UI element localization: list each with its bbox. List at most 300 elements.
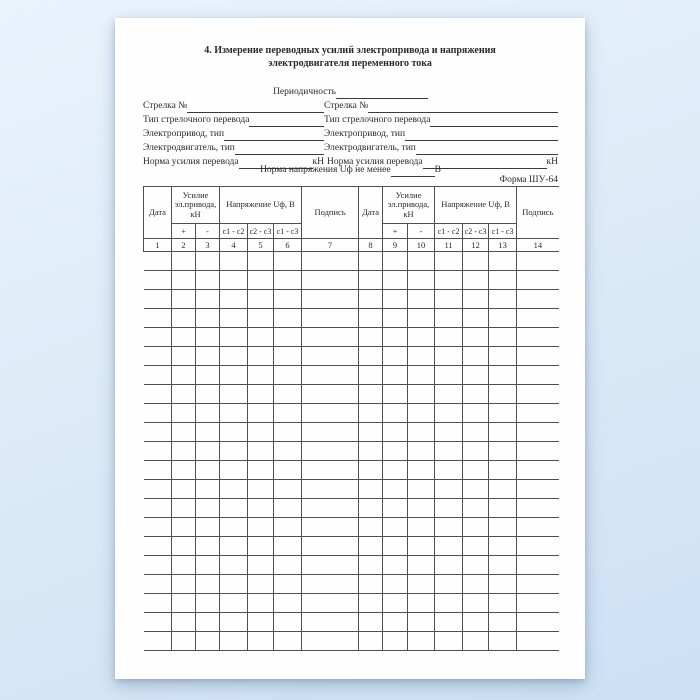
table-row	[144, 328, 559, 347]
page-title	[115, 44, 585, 70]
empty-cell	[144, 328, 172, 347]
empty-cell	[463, 423, 489, 442]
empty-cell	[220, 385, 248, 404]
empty-cell	[463, 537, 489, 556]
empty-cell	[517, 252, 559, 271]
field-label: Тип стрелочного перевода	[143, 115, 250, 125]
empty-cell	[274, 366, 302, 385]
table-row	[144, 404, 559, 423]
empty-cell	[302, 556, 359, 575]
empty-cell	[359, 461, 383, 480]
empty-cell	[172, 271, 196, 290]
table-row	[144, 252, 559, 271]
empty-cell	[517, 366, 559, 385]
column-number: 3	[196, 239, 220, 252]
empty-cell	[489, 404, 517, 423]
empty-cell	[274, 575, 302, 594]
empty-cell	[408, 404, 435, 423]
table-row	[144, 556, 559, 575]
empty-cell	[489, 271, 517, 290]
empty-cell	[220, 632, 248, 651]
empty-cell	[302, 404, 359, 423]
subcol-c1-c3: с1 - с3	[489, 224, 517, 239]
empty-cell	[274, 423, 302, 442]
empty-cell	[220, 347, 248, 366]
field-label: Электропривод, тип	[324, 129, 406, 139]
empty-cell	[359, 366, 383, 385]
field-row-turnout-type	[143, 113, 558, 127]
empty-cell	[274, 442, 302, 461]
empty-cell	[302, 594, 359, 613]
empty-cell	[248, 385, 274, 404]
empty-cell	[463, 442, 489, 461]
empty-cell	[463, 613, 489, 632]
empty-cell	[220, 366, 248, 385]
empty-cell	[517, 423, 559, 442]
empty-cell	[463, 309, 489, 328]
empty-cell	[302, 518, 359, 537]
table-row	[144, 290, 559, 309]
empty-cell	[248, 442, 274, 461]
empty-cell	[408, 594, 435, 613]
empty-cell	[463, 632, 489, 651]
empty-cell	[435, 556, 463, 575]
empty-cell	[248, 461, 274, 480]
empty-cell	[383, 480, 408, 499]
empty-cell	[489, 499, 517, 518]
empty-cell	[144, 556, 172, 575]
empty-cell	[144, 347, 172, 366]
column-number: 1	[144, 239, 172, 252]
table-row	[144, 347, 559, 366]
column-number: 14	[517, 239, 559, 252]
empty-cell	[489, 613, 517, 632]
empty-cell	[302, 613, 359, 632]
table-row	[144, 385, 559, 404]
field-label: Норма усилия перевода	[143, 157, 239, 167]
empty-cell	[359, 518, 383, 537]
empty-cell	[517, 575, 559, 594]
empty-cell	[359, 632, 383, 651]
empty-cell	[248, 423, 274, 442]
field-row-motor-type	[143, 141, 558, 155]
empty-cell	[408, 366, 435, 385]
empty-cell	[463, 366, 489, 385]
empty-cell	[196, 385, 220, 404]
col-header-signature: Подпись	[302, 187, 359, 239]
empty-cell	[408, 328, 435, 347]
empty-cell	[144, 613, 172, 632]
empty-cell	[383, 442, 408, 461]
table-row	[144, 480, 559, 499]
empty-cell	[489, 290, 517, 309]
empty-cell	[435, 632, 463, 651]
field-label: Стрелка №	[143, 101, 188, 111]
empty-cell	[248, 366, 274, 385]
empty-cell	[220, 404, 248, 423]
empty-cell	[463, 499, 489, 518]
empty-cell	[248, 499, 274, 518]
empty-cell	[196, 613, 220, 632]
empty-cell	[248, 404, 274, 423]
empty-cell	[172, 537, 196, 556]
column-number: 13	[489, 239, 517, 252]
empty-cell	[196, 594, 220, 613]
empty-cell	[435, 290, 463, 309]
table-row	[144, 613, 559, 632]
empty-cell	[463, 461, 489, 480]
empty-cell	[435, 347, 463, 366]
empty-cell	[435, 461, 463, 480]
empty-cell	[302, 309, 359, 328]
empty-cell	[144, 404, 172, 423]
table-row	[144, 461, 559, 480]
empty-cell	[435, 385, 463, 404]
empty-cell	[196, 366, 220, 385]
empty-cell	[408, 537, 435, 556]
empty-cell	[196, 442, 220, 461]
empty-cell	[172, 480, 196, 499]
empty-cell	[463, 271, 489, 290]
empty-cell	[274, 404, 302, 423]
table-row	[144, 442, 559, 461]
empty-cell	[489, 575, 517, 594]
empty-cell	[172, 461, 196, 480]
field-unit: В	[434, 165, 441, 175]
empty-cell	[435, 480, 463, 499]
empty-cell	[144, 518, 172, 537]
empty-cell	[463, 385, 489, 404]
col-header-force: Усилие эл.привода, кН	[383, 187, 435, 224]
empty-cell	[435, 328, 463, 347]
empty-cell	[435, 442, 463, 461]
empty-cell	[144, 385, 172, 404]
empty-cell	[248, 575, 274, 594]
empty-cell	[383, 613, 408, 632]
empty-cell	[489, 442, 517, 461]
empty-cell	[274, 309, 302, 328]
empty-cell	[172, 594, 196, 613]
empty-cell	[274, 613, 302, 632]
empty-cell	[463, 252, 489, 271]
field-unit: кН	[546, 157, 558, 167]
subcol-plus: +	[383, 224, 408, 239]
empty-cell	[435, 309, 463, 328]
empty-cell	[172, 252, 196, 271]
empty-cell	[248, 328, 274, 347]
empty-cell	[172, 423, 196, 442]
subcol-c1-c2: с1 - с2	[220, 224, 248, 239]
empty-cell	[274, 594, 302, 613]
field-label: Норма усилия перевода	[327, 157, 423, 167]
empty-cell	[220, 537, 248, 556]
empty-cell	[435, 499, 463, 518]
empty-cell	[435, 271, 463, 290]
form-fields	[143, 99, 558, 169]
blank-line	[235, 143, 324, 155]
empty-cell	[144, 442, 172, 461]
empty-cell	[248, 252, 274, 271]
form-code: Форма ШУ-64	[499, 175, 558, 185]
empty-cell	[408, 518, 435, 537]
empty-cell	[144, 499, 172, 518]
field-label: Стрелка №	[324, 101, 369, 111]
subcol-plus: +	[172, 224, 196, 239]
table-row	[144, 632, 559, 651]
empty-cell	[463, 575, 489, 594]
empty-cell	[172, 366, 196, 385]
empty-cell	[435, 575, 463, 594]
empty-cell	[302, 575, 359, 594]
empty-cell	[383, 328, 408, 347]
empty-cell	[302, 290, 359, 309]
empty-cell	[517, 613, 559, 632]
blank-line	[430, 115, 558, 127]
empty-cell	[383, 252, 408, 271]
empty-cell	[220, 252, 248, 271]
empty-cell	[463, 556, 489, 575]
empty-cell	[359, 613, 383, 632]
empty-cell	[172, 613, 196, 632]
empty-cell	[144, 575, 172, 594]
empty-cell	[274, 518, 302, 537]
empty-cell	[489, 252, 517, 271]
empty-cell	[248, 537, 274, 556]
empty-cell	[517, 290, 559, 309]
empty-cell	[435, 613, 463, 632]
col-header-date: Дата	[144, 187, 172, 239]
empty-cell	[408, 499, 435, 518]
empty-cell	[383, 366, 408, 385]
empty-cell	[408, 575, 435, 594]
column-number: 8	[359, 239, 383, 252]
column-number: 10	[408, 239, 435, 252]
empty-cell	[359, 328, 383, 347]
empty-cell	[220, 480, 248, 499]
empty-cell	[435, 423, 463, 442]
empty-cell	[408, 423, 435, 442]
empty-cell	[359, 385, 383, 404]
empty-cell	[408, 309, 435, 328]
empty-cell	[383, 518, 408, 537]
empty-cell	[435, 537, 463, 556]
empty-cell	[359, 594, 383, 613]
empty-cell	[274, 290, 302, 309]
table-row	[144, 594, 559, 613]
empty-cell	[463, 404, 489, 423]
empty-cell	[463, 347, 489, 366]
empty-cell	[274, 252, 302, 271]
field-label: Электродвигатель, тип	[324, 143, 416, 153]
subcol-c2-c3: с2 - с3	[463, 224, 489, 239]
empty-cell	[435, 518, 463, 537]
empty-cell	[517, 442, 559, 461]
empty-cell	[196, 461, 220, 480]
title-line-2: электродвигателя переменного тока	[268, 58, 432, 69]
empty-cell	[359, 252, 383, 271]
empty-cell	[302, 480, 359, 499]
empty-cell	[172, 442, 196, 461]
empty-cell	[383, 556, 408, 575]
empty-cell	[517, 632, 559, 651]
empty-cell	[196, 499, 220, 518]
periodicity-row	[143, 85, 558, 99]
empty-cell	[489, 480, 517, 499]
empty-cell	[489, 632, 517, 651]
empty-cell	[517, 594, 559, 613]
empty-cell	[248, 271, 274, 290]
empty-cell	[383, 575, 408, 594]
empty-cell	[248, 613, 274, 632]
empty-cell	[489, 366, 517, 385]
empty-cell	[408, 632, 435, 651]
empty-rows	[144, 252, 559, 651]
periodicity-blank-line	[336, 87, 428, 99]
empty-cell	[359, 423, 383, 442]
empty-cell	[172, 518, 196, 537]
document-page	[115, 18, 585, 679]
empty-cell	[220, 461, 248, 480]
empty-cell	[196, 480, 220, 499]
empty-cell	[144, 290, 172, 309]
empty-cell	[302, 461, 359, 480]
empty-cell	[220, 613, 248, 632]
empty-cell	[302, 347, 359, 366]
empty-cell	[359, 347, 383, 366]
empty-cell	[274, 632, 302, 651]
empty-cell	[196, 556, 220, 575]
empty-cell	[172, 309, 196, 328]
table-row	[144, 423, 559, 442]
empty-cell	[517, 271, 559, 290]
empty-cell	[196, 518, 220, 537]
field-label: Тип стрелочного перевода	[324, 115, 431, 125]
empty-cell	[274, 537, 302, 556]
empty-cell	[196, 632, 220, 651]
col-header-date: Дата	[359, 187, 383, 239]
empty-cell	[302, 632, 359, 651]
column-number: 5	[248, 239, 274, 252]
empty-cell	[220, 290, 248, 309]
column-number: 2	[172, 239, 196, 252]
empty-cell	[302, 328, 359, 347]
empty-cell	[517, 556, 559, 575]
empty-cell	[302, 442, 359, 461]
empty-cell	[517, 537, 559, 556]
empty-cell	[274, 385, 302, 404]
empty-cell	[359, 271, 383, 290]
column-number: 4	[220, 239, 248, 252]
empty-cell	[220, 499, 248, 518]
empty-cell	[220, 575, 248, 594]
empty-cell	[408, 556, 435, 575]
empty-cell	[144, 480, 172, 499]
blank-line	[416, 143, 558, 155]
empty-cell	[302, 385, 359, 404]
empty-cell	[196, 252, 220, 271]
empty-cell	[517, 309, 559, 328]
empty-cell	[383, 461, 408, 480]
empty-cell	[144, 423, 172, 442]
empty-cell	[220, 594, 248, 613]
blank-line	[368, 101, 558, 113]
subcol-minus: -	[408, 224, 435, 239]
empty-cell	[196, 328, 220, 347]
empty-cell	[196, 575, 220, 594]
empty-cell	[435, 404, 463, 423]
col-header-signature: Подпись	[517, 187, 559, 239]
empty-cell	[172, 499, 196, 518]
empty-cell	[302, 252, 359, 271]
empty-cell	[144, 632, 172, 651]
empty-cell	[302, 499, 359, 518]
column-number: 11	[435, 239, 463, 252]
empty-cell	[144, 461, 172, 480]
empty-cell	[517, 480, 559, 499]
empty-cell	[359, 556, 383, 575]
empty-cell	[220, 309, 248, 328]
empty-cell	[196, 537, 220, 556]
empty-cell	[144, 594, 172, 613]
empty-cell	[220, 328, 248, 347]
field-label: Норма напряжения Uф не менее	[260, 165, 391, 175]
empty-cell	[248, 309, 274, 328]
empty-cell	[274, 271, 302, 290]
empty-cell	[359, 537, 383, 556]
empty-cell	[359, 404, 383, 423]
blank-line	[391, 165, 435, 177]
field-unit: кН	[312, 157, 324, 167]
empty-cell	[517, 518, 559, 537]
empty-cell	[274, 347, 302, 366]
empty-cell	[220, 271, 248, 290]
empty-cell	[274, 480, 302, 499]
empty-cell	[463, 290, 489, 309]
empty-cell	[489, 556, 517, 575]
empty-cell	[144, 537, 172, 556]
empty-cell	[274, 461, 302, 480]
empty-cell	[302, 271, 359, 290]
subcol-c2-c3: с2 - с3	[248, 224, 274, 239]
empty-cell	[383, 404, 408, 423]
empty-cell	[274, 556, 302, 575]
table-header	[144, 187, 559, 252]
empty-cell	[172, 575, 196, 594]
subcol-c1-c3: с1 - с3	[274, 224, 302, 239]
empty-cell	[220, 423, 248, 442]
empty-cell	[408, 271, 435, 290]
empty-cell	[383, 385, 408, 404]
empty-cell	[383, 632, 408, 651]
blank-line	[224, 129, 324, 141]
field-row-switch-number	[143, 99, 558, 113]
empty-cell	[220, 556, 248, 575]
column-number: 9	[383, 239, 408, 252]
empty-cell	[408, 347, 435, 366]
empty-cell	[172, 385, 196, 404]
empty-cell	[248, 594, 274, 613]
empty-cell	[196, 347, 220, 366]
empty-cell	[517, 347, 559, 366]
empty-cell	[463, 518, 489, 537]
table-row	[144, 366, 559, 385]
empty-cell	[383, 499, 408, 518]
empty-cell	[248, 518, 274, 537]
table-row	[144, 518, 559, 537]
field-label: Электропривод, тип	[143, 129, 225, 139]
empty-cell	[408, 613, 435, 632]
empty-cell	[435, 366, 463, 385]
